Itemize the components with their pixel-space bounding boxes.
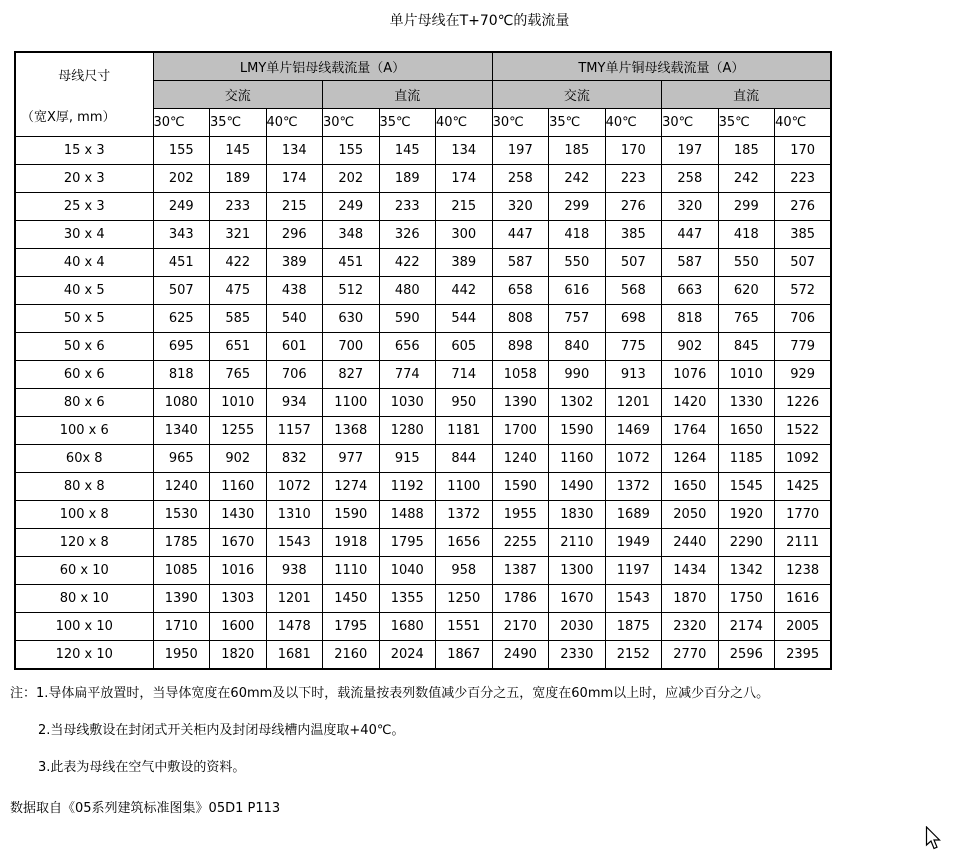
ampacity-value-cell: 1795 — [379, 529, 436, 557]
ampacity-value-cell: 625 — [153, 305, 210, 333]
ampacity-value-cell: 1110 — [323, 557, 380, 585]
ampacity-value-cell: 276 — [775, 193, 832, 221]
ampacity-value-cell: 1238 — [775, 557, 832, 585]
ampacity-value-cell: 601 — [266, 333, 323, 361]
ampacity-value-cell: 155 — [323, 137, 380, 165]
ampacity-value-cell: 1434 — [662, 557, 719, 585]
busbar-size-cell: 120 x 10 — [15, 641, 153, 670]
page-title: 单片母线在T+70℃的载流量 — [389, 13, 570, 29]
note-1-text: 1.导体扁平放置时，当导体宽度在60mm及以下时，载流量按表列数值减少百分之五，宽度在60mm以上时，应减少百分之八。 — [36, 686, 770, 701]
ampacity-value-cell: 902 — [662, 333, 719, 361]
ampacity-value-cell: 1240 — [153, 473, 210, 501]
ampacity-value-cell: 2255 — [492, 529, 549, 557]
ampacity-value-cell: 2174 — [718, 613, 775, 641]
table-row — [15, 641, 831, 670]
aluminum-group-header: LMY单片铝母线载流量（A） — [153, 52, 492, 81]
note-label: 注： — [10, 686, 37, 701]
ampacity-value-cell: 1280 — [379, 417, 436, 445]
ampacity-value-cell: 1100 — [323, 389, 380, 417]
temp-header-cell: 40℃ — [605, 109, 662, 137]
ampacity-value-cell: 1830 — [549, 501, 606, 529]
ampacity-value-cell: 1670 — [549, 585, 606, 613]
ampacity-value-cell: 1372 — [436, 501, 493, 529]
busbar-size-cell: 50 x 5 — [15, 305, 153, 333]
ampacity-value-cell: 296 — [266, 221, 323, 249]
ampacity-value-cell: 1920 — [718, 501, 775, 529]
ampacity-value-cell: 134 — [266, 137, 323, 165]
ampacity-value-cell: 1488 — [379, 501, 436, 529]
ampacity-value-cell: 1058 — [492, 361, 549, 389]
ampacity-value-cell: 1469 — [605, 417, 662, 445]
ampacity-value-cell: 902 — [210, 445, 267, 473]
ampacity-value-cell: 590 — [379, 305, 436, 333]
ampacity-value-cell: 1950 — [153, 641, 210, 670]
ampacity-value-cell: 818 — [662, 305, 719, 333]
ampacity-value-cell: 958 — [436, 557, 493, 585]
ampacity-value-cell: 1681 — [266, 641, 323, 670]
ampacity-value-cell: 550 — [549, 249, 606, 277]
ampacity-value-cell: 1387 — [492, 557, 549, 585]
ampacity-value-cell: 1342 — [718, 557, 775, 585]
ampacity-value-cell: 757 — [549, 305, 606, 333]
ampacity-value-cell: 1955 — [492, 501, 549, 529]
ampacity-value-cell: 320 — [492, 193, 549, 221]
copper-group-header: TMY单片铜母线载流量（A） — [492, 52, 831, 81]
ampacity-value-cell: 1160 — [210, 473, 267, 501]
table-row — [15, 501, 831, 529]
ampacity-value-cell: 929 — [775, 361, 832, 389]
table-row — [15, 305, 831, 333]
ampacity-value-cell: 1670 — [210, 529, 267, 557]
ampacity-value-cell: 2005 — [775, 613, 832, 641]
table-row — [15, 249, 831, 277]
ampacity-value-cell: 2050 — [662, 501, 719, 529]
ampacity-value-cell: 550 — [718, 249, 775, 277]
busbar-size-cell: 100 x 8 — [15, 501, 153, 529]
ampacity-value-cell: 197 — [492, 137, 549, 165]
busbar-size-cell: 60x 8 — [15, 445, 153, 473]
ampacity-value-cell: 1680 — [379, 613, 436, 641]
busbar-size-header-line2: （宽X厚, mm） — [21, 110, 116, 125]
temp-header-cell: 40℃ — [266, 109, 323, 137]
ampacity-value-cell: 215 — [266, 193, 323, 221]
ampacity-value-cell: 965 — [153, 445, 210, 473]
ampacity-value-cell: 422 — [210, 249, 267, 277]
ampacity-value-cell: 1870 — [662, 585, 719, 613]
ampacity-value-cell: 540 — [266, 305, 323, 333]
ampacity-value-cell: 233 — [210, 193, 267, 221]
ampacity-value-cell: 587 — [662, 249, 719, 277]
ampacity-value-cell: 447 — [662, 221, 719, 249]
temp-header-cell: 35℃ — [549, 109, 606, 137]
ampacity-value-cell: 818 — [153, 361, 210, 389]
busbar-size-cell: 40 x 4 — [15, 249, 153, 277]
ampacity-value-cell: 385 — [605, 221, 662, 249]
ampacity-value-cell: 706 — [775, 305, 832, 333]
ampacity-value-cell: 2030 — [549, 613, 606, 641]
ampacity-value-cell: 695 — [153, 333, 210, 361]
ampacity-value-cell: 197 — [662, 137, 719, 165]
table-row — [15, 165, 831, 193]
ampacity-value-cell: 1010 — [718, 361, 775, 389]
ampacity-value-cell: 1650 — [662, 473, 719, 501]
ampacity-value-cell: 1303 — [210, 585, 267, 613]
ampacity-value-cell: 913 — [605, 361, 662, 389]
ampacity-value-cell: 242 — [718, 165, 775, 193]
ampacity-value-cell: 202 — [323, 165, 380, 193]
ampacity-value-cell: 915 — [379, 445, 436, 473]
ampacity-value-cell: 2024 — [379, 641, 436, 670]
temp-header-cell: 30℃ — [323, 109, 380, 137]
ampacity-value-cell: 276 — [605, 193, 662, 221]
ampacity-value-cell: 1522 — [775, 417, 832, 445]
ampacity-value-cell: 1750 — [718, 585, 775, 613]
temp-header-cell: 40℃ — [436, 109, 493, 137]
busbar-size-cell: 100 x 6 — [15, 417, 153, 445]
busbar-size-cell: 80 x 8 — [15, 473, 153, 501]
ampacity-value-cell: 1255 — [210, 417, 267, 445]
ampacity-value-cell: 587 — [492, 249, 549, 277]
ampacity-value-cell: 438 — [266, 277, 323, 305]
ampacity-value-cell: 174 — [266, 165, 323, 193]
ampacity-value-cell: 223 — [775, 165, 832, 193]
ampacity-value-cell: 1030 — [379, 389, 436, 417]
ampacity-value-cell: 938 — [266, 557, 323, 585]
ampacity-value-cell: 249 — [153, 193, 210, 221]
ampacity-value-cell: 1450 — [323, 585, 380, 613]
temp-header-cell: 30℃ — [492, 109, 549, 137]
ampacity-value-cell: 1425 — [775, 473, 832, 501]
ampacity-value-cell: 507 — [605, 249, 662, 277]
ampacity-value-cell: 1875 — [605, 613, 662, 641]
notes-block — [10, 686, 959, 776]
ampacity-value-cell: 1600 — [210, 613, 267, 641]
ampacity-value-cell: 1689 — [605, 501, 662, 529]
ampacity-value-cell: 630 — [323, 305, 380, 333]
ampacity-value-cell: 1185 — [718, 445, 775, 473]
ampacity-value-cell: 185 — [718, 137, 775, 165]
ampacity-value-cell: 134 — [436, 137, 493, 165]
ampacity-value-cell: 1656 — [436, 529, 493, 557]
ampacity-value-cell: 698 — [605, 305, 662, 333]
ampacity-value-cell: 1478 — [266, 613, 323, 641]
ampacity-value-cell: 2440 — [662, 529, 719, 557]
ampacity-value-cell: 242 — [549, 165, 606, 193]
ampacity-value-cell: 832 — [266, 445, 323, 473]
ampacity-value-cell: 779 — [775, 333, 832, 361]
table-row — [15, 333, 831, 361]
ampacity-value-cell: 1867 — [436, 641, 493, 670]
table-row — [15, 473, 831, 501]
ampacity-value-cell: 1590 — [323, 501, 380, 529]
copper-dc-header: 直流 — [662, 81, 832, 109]
ampacity-table — [14, 51, 832, 670]
ampacity-value-cell: 616 — [549, 277, 606, 305]
ampacity-value-cell: 585 — [210, 305, 267, 333]
group-header-row — [15, 52, 831, 81]
ampacity-value-cell: 845 — [718, 333, 775, 361]
ampacity-value-cell: 1710 — [153, 613, 210, 641]
ampacity-value-cell: 827 — [323, 361, 380, 389]
ampacity-value-cell: 844 — [436, 445, 493, 473]
ampacity-value-cell: 1016 — [210, 557, 267, 585]
ampacity-value-cell: 258 — [492, 165, 549, 193]
ampacity-value-cell: 840 — [549, 333, 606, 361]
ampacity-value-cell: 389 — [266, 249, 323, 277]
ampacity-value-cell: 1072 — [266, 473, 323, 501]
temp-header-cell: 35℃ — [210, 109, 267, 137]
table-body — [15, 137, 831, 670]
temp-header-cell: 35℃ — [379, 109, 436, 137]
ampacity-value-cell: 512 — [323, 277, 380, 305]
busbar-size-header — [15, 52, 153, 137]
ampacity-value-cell: 451 — [323, 249, 380, 277]
busbar-size-cell: 15 x 3 — [15, 137, 153, 165]
ampacity-value-cell: 2596 — [718, 641, 775, 670]
ampacity-value-cell: 1160 — [549, 445, 606, 473]
ampacity-value-cell: 2770 — [662, 641, 719, 670]
ampacity-value-cell: 2490 — [492, 641, 549, 670]
ampacity-value-cell: 1430 — [210, 501, 267, 529]
ampacity-value-cell: 385 — [775, 221, 832, 249]
ampacity-value-cell: 1764 — [662, 417, 719, 445]
ampacity-value-cell: 155 — [153, 137, 210, 165]
ampacity-value-cell: 418 — [718, 221, 775, 249]
table-row — [15, 137, 831, 165]
temp-header-cell: 30℃ — [662, 109, 719, 137]
busbar-size-cell: 60 x 10 — [15, 557, 153, 585]
busbar-size-cell: 30 x 4 — [15, 221, 153, 249]
ampacity-value-cell: 1080 — [153, 389, 210, 417]
ampacity-value-cell: 568 — [605, 277, 662, 305]
ampacity-value-cell: 223 — [605, 165, 662, 193]
ampacity-value-cell: 1551 — [436, 613, 493, 641]
ampacity-value-cell: 1040 — [379, 557, 436, 585]
busbar-size-cell: 100 x 10 — [15, 613, 153, 641]
ampacity-value-cell: 145 — [210, 137, 267, 165]
ampacity-value-cell: 700 — [323, 333, 380, 361]
mouse-cursor-icon — [925, 826, 942, 851]
note-3: 3.此表为母线在空气中敷设的资料。 — [38, 760, 246, 775]
ampacity-value-cell: 1795 — [323, 613, 380, 641]
table-row — [15, 585, 831, 613]
table-row — [15, 613, 831, 641]
ampacity-value-cell: 620 — [718, 277, 775, 305]
ampacity-value-cell: 1300 — [549, 557, 606, 585]
ampacity-value-cell: 765 — [210, 361, 267, 389]
ampacity-value-cell: 480 — [379, 277, 436, 305]
ampacity-value-cell: 343 — [153, 221, 210, 249]
ampacity-value-cell: 898 — [492, 333, 549, 361]
ampacity-value-cell: 507 — [153, 277, 210, 305]
ampacity-value-cell: 572 — [775, 277, 832, 305]
temp-header-cell: 35℃ — [718, 109, 775, 137]
table-row — [15, 277, 831, 305]
ampacity-value-cell: 320 — [662, 193, 719, 221]
ampacity-value-cell: 1543 — [605, 585, 662, 613]
ampacity-value-cell: 1355 — [379, 585, 436, 613]
busbar-size-cell: 40 x 5 — [15, 277, 153, 305]
busbar-size-header-line1: 母线尺寸 — [58, 69, 111, 84]
table-row — [15, 389, 831, 417]
table-row — [15, 529, 831, 557]
ampacity-value-cell: 300 — [436, 221, 493, 249]
busbar-size-cell: 80 x 6 — [15, 389, 153, 417]
table-row — [15, 417, 831, 445]
ampacity-value-cell: 145 — [379, 137, 436, 165]
ampacity-value-cell: 1010 — [210, 389, 267, 417]
ampacity-value-cell: 1918 — [323, 529, 380, 557]
ampacity-value-cell: 1330 — [718, 389, 775, 417]
ampacity-value-cell: 1590 — [549, 417, 606, 445]
ampacity-value-cell: 2290 — [718, 529, 775, 557]
aluminum-dc-header: 直流 — [323, 81, 493, 109]
ampacity-value-cell: 1092 — [775, 445, 832, 473]
ampacity-value-cell: 1390 — [153, 585, 210, 613]
ampacity-value-cell: 299 — [549, 193, 606, 221]
table-row — [15, 361, 831, 389]
ampacity-value-cell: 1085 — [153, 557, 210, 585]
ampacity-value-cell: 663 — [662, 277, 719, 305]
ampacity-value-cell: 215 — [436, 193, 493, 221]
ampacity-value-cell: 950 — [436, 389, 493, 417]
temp-header-cell: 30℃ — [153, 109, 210, 137]
aluminum-ac-header: 交流 — [153, 81, 323, 109]
busbar-size-cell: 120 x 8 — [15, 529, 153, 557]
ampacity-value-cell: 1420 — [662, 389, 719, 417]
ampacity-value-cell: 2170 — [492, 613, 549, 641]
ampacity-value-cell: 1368 — [323, 417, 380, 445]
ampacity-value-cell: 2152 — [605, 641, 662, 670]
note-2: 2.当母线敷设在封闭式开关柜内及封闭母线槽内温度取+40℃。 — [38, 723, 405, 738]
ampacity-value-cell: 1530 — [153, 501, 210, 529]
ampacity-value-cell: 451 — [153, 249, 210, 277]
ampacity-value-cell: 447 — [492, 221, 549, 249]
ampacity-value-cell: 1264 — [662, 445, 719, 473]
ampacity-value-cell: 1390 — [492, 389, 549, 417]
ampacity-value-cell: 174 — [436, 165, 493, 193]
ampacity-value-cell: 714 — [436, 361, 493, 389]
ampacity-value-cell: 2330 — [549, 641, 606, 670]
ampacity-value-cell: 1181 — [436, 417, 493, 445]
ampacity-value-cell: 1192 — [379, 473, 436, 501]
ampacity-value-cell: 1226 — [775, 389, 832, 417]
ampacity-value-cell: 202 — [153, 165, 210, 193]
ampacity-value-cell: 1785 — [153, 529, 210, 557]
ampacity-value-cell: 1490 — [549, 473, 606, 501]
ampacity-value-cell: 1240 — [492, 445, 549, 473]
ampacity-value-cell: 990 — [549, 361, 606, 389]
ampacity-value-cell: 934 — [266, 389, 323, 417]
ampacity-value-cell: 1786 — [492, 585, 549, 613]
table-row — [15, 445, 831, 473]
copper-ac-header: 交流 — [492, 81, 662, 109]
ampacity-value-cell: 1372 — [605, 473, 662, 501]
ampacity-value-cell: 2111 — [775, 529, 832, 557]
ampacity-value-cell: 299 — [718, 193, 775, 221]
ampacity-value-cell: 1650 — [718, 417, 775, 445]
ampacity-value-cell: 258 — [662, 165, 719, 193]
ampacity-value-cell: 977 — [323, 445, 380, 473]
ampacity-value-cell: 2160 — [323, 641, 380, 670]
note-1 — [10, 686, 959, 702]
ampacity-value-cell: 605 — [436, 333, 493, 361]
ampacity-value-cell: 418 — [549, 221, 606, 249]
ampacity-value-cell: 326 — [379, 221, 436, 249]
ampacity-value-cell: 189 — [379, 165, 436, 193]
ampacity-value-cell: 1770 — [775, 501, 832, 529]
ampacity-value-cell: 233 — [379, 193, 436, 221]
ampacity-value-cell: 656 — [379, 333, 436, 361]
ampacity-value-cell: 1310 — [266, 501, 323, 529]
ampacity-value-cell: 389 — [436, 249, 493, 277]
ampacity-value-cell: 422 — [379, 249, 436, 277]
data-source-line: 数据取自《05系列建筑标准图集》05D1 P113 — [10, 801, 281, 816]
ampacity-value-cell: 706 — [266, 361, 323, 389]
busbar-size-cell: 60 x 6 — [15, 361, 153, 389]
ampacity-value-cell: 1949 — [605, 529, 662, 557]
ampacity-value-cell: 321 — [210, 221, 267, 249]
ampacity-value-cell: 1340 — [153, 417, 210, 445]
ampacity-value-cell: 1616 — [775, 585, 832, 613]
ampacity-value-cell: 1201 — [266, 585, 323, 613]
ampacity-value-cell: 1157 — [266, 417, 323, 445]
table-row — [15, 221, 831, 249]
ampacity-value-cell: 544 — [436, 305, 493, 333]
ampacity-value-cell: 348 — [323, 221, 380, 249]
ampacity-value-cell: 1302 — [549, 389, 606, 417]
ampacity-value-cell: 1700 — [492, 417, 549, 445]
table-row — [15, 193, 831, 221]
ampacity-value-cell: 249 — [323, 193, 380, 221]
ampacity-value-cell: 2395 — [775, 641, 832, 670]
ampacity-value-cell: 189 — [210, 165, 267, 193]
ampacity-value-cell: 1072 — [605, 445, 662, 473]
busbar-size-cell: 20 x 3 — [15, 165, 153, 193]
busbar-size-cell: 80 x 10 — [15, 585, 153, 613]
ampacity-value-cell: 651 — [210, 333, 267, 361]
ampacity-value-cell: 1076 — [662, 361, 719, 389]
ampacity-value-cell: 2320 — [662, 613, 719, 641]
ampacity-value-cell: 2110 — [549, 529, 606, 557]
ampacity-value-cell: 774 — [379, 361, 436, 389]
temp-header-cell: 40℃ — [775, 109, 832, 137]
busbar-size-cell: 25 x 3 — [15, 193, 153, 221]
table-row — [15, 557, 831, 585]
ampacity-value-cell: 170 — [605, 137, 662, 165]
ampacity-value-cell: 1590 — [492, 473, 549, 501]
ampacity-value-cell: 658 — [492, 277, 549, 305]
ampacity-value-cell: 1545 — [718, 473, 775, 501]
ampacity-value-cell: 1100 — [436, 473, 493, 501]
ampacity-value-cell: 1820 — [210, 641, 267, 670]
ampacity-value-cell: 1201 — [605, 389, 662, 417]
ampacity-value-cell: 1543 — [266, 529, 323, 557]
ampacity-value-cell: 765 — [718, 305, 775, 333]
ampacity-value-cell: 185 — [549, 137, 606, 165]
ampacity-value-cell: 475 — [210, 277, 267, 305]
ampacity-value-cell: 1250 — [436, 585, 493, 613]
ampacity-value-cell: 775 — [605, 333, 662, 361]
ampacity-value-cell: 507 — [775, 249, 832, 277]
ampacity-value-cell: 442 — [436, 277, 493, 305]
busbar-size-cell: 50 x 6 — [15, 333, 153, 361]
ampacity-value-cell: 1197 — [605, 557, 662, 585]
ampacity-value-cell: 808 — [492, 305, 549, 333]
ampacity-value-cell: 1274 — [323, 473, 380, 501]
ampacity-value-cell: 170 — [775, 137, 832, 165]
